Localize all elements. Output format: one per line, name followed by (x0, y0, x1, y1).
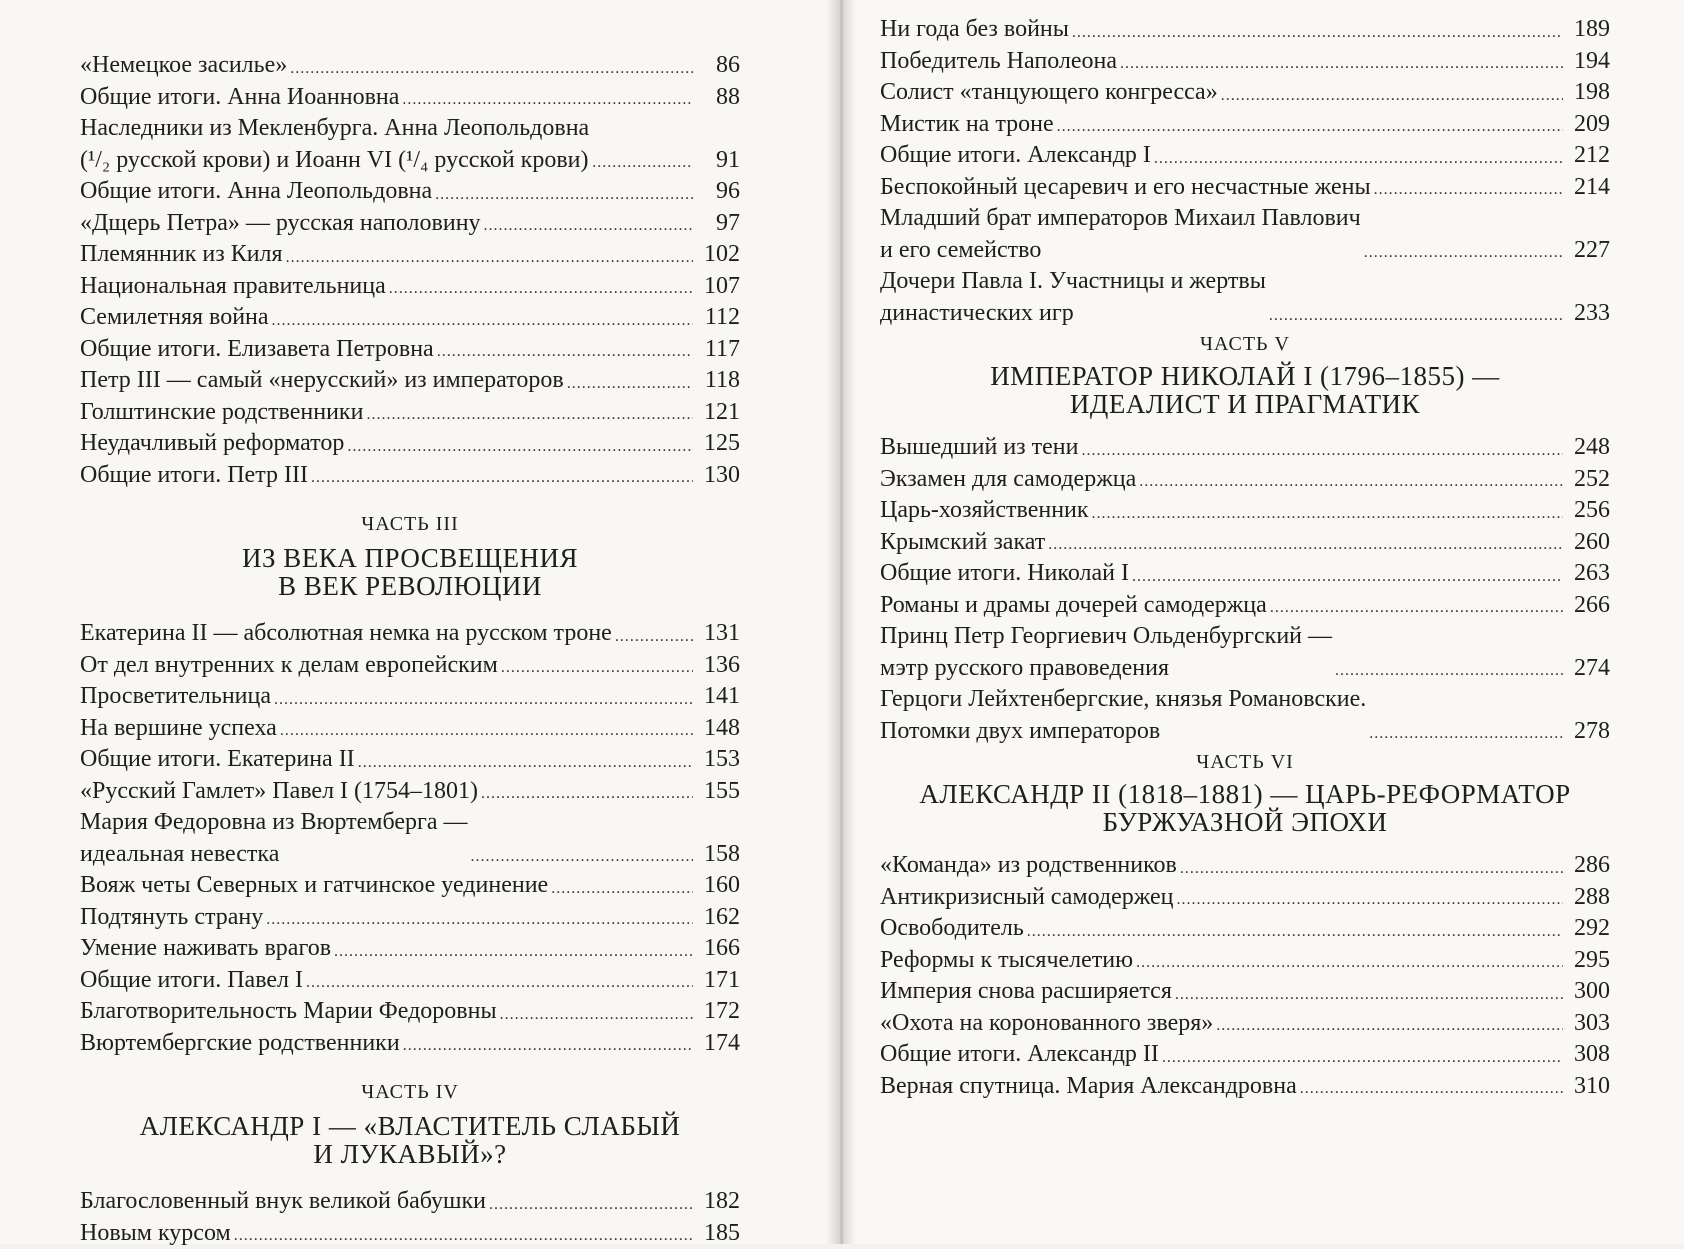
toc-entry-title: Освободитель (880, 913, 1024, 945)
leader-dots (1221, 90, 1563, 102)
toc-entry-title: Вышедший из тени (880, 432, 1078, 464)
toc-entry (80, 965, 740, 997)
toc-entry-title-line: и его семейство (880, 235, 1361, 267)
toc-entry (880, 1008, 1610, 1040)
leader-dots (1162, 1052, 1563, 1064)
leader-dots (280, 725, 693, 737)
leader-dots (266, 914, 693, 926)
toc-page-number: 141 (696, 681, 740, 713)
part-title-line: В ВЕК РЕВОЛЮЦИИ (80, 572, 740, 600)
toc-entry-title: Общие итоги. Анна Леопольдовна (80, 176, 432, 208)
leader-dots (1335, 665, 1563, 677)
toc-entry-title: Солист «танцующего конгресса» (880, 77, 1218, 109)
leader-dots (274, 694, 693, 706)
leader-dots (389, 283, 693, 295)
toc-entry (880, 172, 1610, 204)
leader-dots (272, 315, 693, 327)
leader-dots (489, 1199, 693, 1211)
toc-entry (80, 460, 740, 492)
toc-page-number: 189 (1566, 14, 1610, 46)
toc-entry-title: Подтянуть страну (80, 902, 263, 934)
toc-entry (880, 1039, 1610, 1071)
toc-entry (80, 176, 740, 208)
toc-page-number: 155 (696, 776, 740, 808)
toc-page-number: 91 (696, 145, 740, 177)
toc-entry-title-line: Младший брат императоров Михаил Павлович (880, 203, 1361, 235)
toc-entry-title: Общие итоги. Елизавета Петровна (80, 334, 434, 366)
toc-page-number: 88 (696, 82, 740, 114)
leader-dots (286, 252, 693, 264)
leader-dots (1269, 310, 1563, 322)
toc-page-number: 227 (1566, 235, 1610, 267)
leader-dots (1300, 1083, 1563, 1095)
leader-dots (1136, 957, 1563, 969)
toc-page-number: 248 (1566, 432, 1610, 464)
toc-entry-title: Общие итоги. Павел I (80, 965, 303, 997)
toc-entry-title: Умение наживать врагов (80, 933, 331, 965)
toc-page-number: 214 (1566, 172, 1610, 204)
toc-entry-title: «Немецкое засилье» (80, 50, 287, 82)
toc-entry (80, 239, 740, 271)
toc-entry (80, 428, 740, 460)
toc-entry (80, 681, 740, 713)
toc-entry (80, 302, 740, 334)
leader-dots (501, 662, 693, 674)
toc-entry (80, 1186, 740, 1218)
leader-dots (403, 1040, 693, 1052)
leader-dots (306, 977, 693, 989)
leader-dots (1139, 476, 1563, 488)
toc-page-number: 130 (696, 460, 740, 492)
toc-group (880, 14, 1610, 329)
toc-entry (880, 203, 1610, 266)
leader-dots (334, 946, 693, 958)
leader-dots (592, 157, 693, 169)
toc-entry (80, 902, 740, 934)
toc-entry-title (80, 807, 468, 870)
toc-entry (80, 933, 740, 965)
leader-dots (1120, 58, 1563, 70)
leader-dots (1132, 571, 1563, 583)
toc-entry-title: Екатерина II — абсолютная немка на русском троне (80, 618, 612, 650)
toc-page-number: 158 (696, 839, 740, 871)
toc-entry (880, 684, 1610, 747)
leader-dots (567, 378, 693, 390)
left-toc-column (80, 50, 740, 1249)
toc-entry-title: Неудачливый реформатор (80, 428, 344, 460)
leader-dots (1057, 121, 1563, 133)
leader-dots (471, 851, 693, 863)
toc-entry (80, 113, 740, 176)
toc-group (80, 618, 740, 1059)
toc-entry (80, 271, 740, 303)
toc-entry (80, 1028, 740, 1060)
toc-entry-title: Благословенный внук великой бабушки (80, 1186, 486, 1218)
leader-dots (1177, 894, 1563, 906)
toc-entry-title (880, 203, 1361, 266)
leader-dots (234, 1230, 693, 1242)
leader-dots (1369, 728, 1563, 740)
toc-entry-title: От дел внутренних к делам европейским (80, 650, 498, 682)
toc-entry (880, 266, 1610, 329)
toc-entry (80, 365, 740, 397)
part-title-line: И ЛУКАВЫЙ»? (80, 1140, 740, 1168)
toc-entry-title-line: Дочери Павла I. Участницы и жертвы (880, 266, 1266, 298)
toc-page-number: 286 (1566, 850, 1610, 882)
toc-entry-title: Голштинские родственники (80, 397, 363, 429)
part-title (880, 362, 1610, 418)
leader-dots (1364, 247, 1563, 259)
leader-dots (347, 441, 693, 453)
toc-entry (880, 14, 1610, 46)
toc-page-number: 86 (696, 50, 740, 82)
toc-entry (880, 621, 1610, 684)
toc-page-number: 292 (1566, 913, 1610, 945)
toc-page-number: 308 (1566, 1039, 1610, 1071)
right-toc-column (880, 14, 1610, 1102)
toc-entry-title-line: Принц Петр Георгиевич Ольденбургский — (880, 621, 1332, 653)
toc-entry (80, 334, 740, 366)
toc-entry-title: Верная спутница. Мария Александровна (880, 1071, 1297, 1103)
toc-entry-title: На вершине успеха (80, 713, 277, 745)
part-label: ЧАСТЬ IV (80, 1081, 740, 1104)
leader-dots (1072, 27, 1563, 39)
toc-page-number: 112 (696, 302, 740, 334)
toc-entry (80, 1218, 740, 1249)
toc-entry (880, 590, 1610, 622)
part-title-line: БУРЖУАЗНОЙ ЭПОХИ (880, 808, 1610, 836)
toc-entry (880, 464, 1610, 496)
toc-entry-title: Царь-хозяйственник (880, 495, 1089, 527)
toc-entry (880, 976, 1610, 1008)
toc-page-number: 107 (696, 271, 740, 303)
toc-entry-title: Племянник из Киля (80, 239, 283, 271)
toc-entry-title-line: Потомки двух императоров (880, 716, 1366, 748)
toc-entry-title: Антикризисный самодержец (880, 882, 1174, 914)
toc-entry-title: Общие итоги. Николай I (880, 558, 1129, 590)
leader-dots (481, 788, 693, 800)
leader-dots (366, 409, 693, 421)
toc-entry-title: Семилетняя война (80, 302, 269, 334)
leader-dots (1374, 184, 1563, 196)
toc-entry-title: Вояж четы Северных и гатчинское уединение (80, 870, 548, 902)
toc-entry-title: Мистик на троне (880, 109, 1054, 141)
toc-entry (80, 50, 740, 82)
toc-page-number: 288 (1566, 882, 1610, 914)
leader-dots (1270, 602, 1563, 614)
book-gutter (826, 0, 856, 1244)
toc-entry-title: Общие итоги. Екатерина II (80, 744, 355, 776)
part-title-line: АЛЕКСАНДР I — «ВЛАСТИТЕЛЬ СЛАБЫЙ (80, 1112, 740, 1140)
toc-page-number: 194 (1566, 46, 1610, 78)
leader-dots (1081, 445, 1563, 457)
toc-entry-title: Общие итоги. Александр II (880, 1039, 1159, 1071)
toc-page-number: 125 (696, 428, 740, 460)
toc-page-number: 198 (1566, 77, 1610, 109)
toc-entry-title: Национальная правительница (80, 271, 386, 303)
toc-entry (880, 140, 1610, 172)
toc-page-number: 256 (1566, 495, 1610, 527)
part-title (80, 1112, 740, 1168)
toc-entry (880, 432, 1610, 464)
toc-page-number: 209 (1566, 109, 1610, 141)
leader-dots (435, 189, 693, 201)
leader-dots (358, 757, 693, 769)
leader-dots (437, 346, 693, 358)
toc-page-number: 172 (696, 996, 740, 1028)
toc-entry-title-line: (¹/₂ русской крови) и Иоанн VI (¹/₄ русской крови) (80, 145, 589, 177)
leader-dots (1048, 539, 1563, 551)
toc-entry (880, 109, 1610, 141)
leader-dots (484, 220, 693, 232)
toc-page-number: 160 (696, 870, 740, 902)
toc-entry-title: Новым курсом (80, 1218, 231, 1249)
left-page (0, 0, 838, 1244)
part-title (80, 544, 740, 600)
toc-entry-title-line: мэтр русского правоведения (880, 653, 1332, 685)
toc-page-number: 148 (696, 713, 740, 745)
leader-dots (615, 631, 693, 643)
toc-entry (80, 397, 740, 429)
toc-page-number: 212 (1566, 140, 1610, 172)
toc-entry-title: Реформы к тысячелетию (880, 945, 1133, 977)
toc-entry-title: Общие итоги. Петр III (80, 460, 308, 492)
toc-entry-title: Вюртембергские родственники (80, 1028, 400, 1060)
toc-entry (80, 208, 740, 240)
leader-dots (1092, 508, 1563, 520)
leader-dots (1027, 926, 1563, 938)
toc-entry-title: Победитель Наполеона (880, 46, 1117, 78)
toc-page-number: 174 (696, 1028, 740, 1060)
toc-entry-title: Просветительница (80, 681, 271, 713)
toc-entry (80, 996, 740, 1028)
right-page (842, 0, 1684, 1244)
toc-page-number: 278 (1566, 716, 1610, 748)
toc-page-number: 303 (1566, 1008, 1610, 1040)
toc-entry (880, 850, 1610, 882)
leader-dots (1180, 863, 1563, 875)
toc-entry (880, 882, 1610, 914)
leader-dots (311, 472, 693, 484)
part-title-line: ИДЕАЛИСТ И ПРАГМАТИК (880, 390, 1610, 418)
toc-entry-title: Общие итоги. Анна Иоанновна (80, 82, 399, 114)
part-title (880, 780, 1610, 836)
toc-page-number: 300 (1566, 976, 1610, 1008)
toc-entry (880, 46, 1610, 78)
leader-dots (402, 94, 693, 106)
toc-entry-title: Благотворительность Марии Федоровны (80, 996, 497, 1028)
toc-page-number: 182 (696, 1186, 740, 1218)
toc-page-number: 117 (696, 334, 740, 366)
toc-entry (80, 713, 740, 745)
toc-page-number: 260 (1566, 527, 1610, 559)
toc-entry-title: «Русский Гамлет» Павел I (1754–1801) (80, 776, 478, 808)
toc-page-number: 153 (696, 744, 740, 776)
toc-entry-title: «Команда» из родственников (880, 850, 1177, 882)
part-label: ЧАСТЬ V (880, 333, 1610, 356)
toc-entry-title-line: Мария Федоровна из Вюртемберга — (80, 807, 468, 839)
leader-dots (1216, 1020, 1563, 1032)
toc-page-number: 266 (1566, 590, 1610, 622)
toc-entry-title: Беспокойный цесаревич и его несчастные жены (880, 172, 1371, 204)
toc-page-number: 171 (696, 965, 740, 997)
toc-page-number: 97 (696, 208, 740, 240)
toc-entry (880, 495, 1610, 527)
toc-page-number: 233 (1566, 298, 1610, 330)
toc-page-number: 131 (696, 618, 740, 650)
toc-entry-title (880, 621, 1332, 684)
toc-entry (880, 77, 1610, 109)
part-title-line: ИЗ ВЕКА ПРОСВЕЩЕНИЯ (80, 544, 740, 572)
toc-entry-title: Экзамен для самодержца (880, 464, 1136, 496)
toc-group (80, 50, 740, 491)
toc-entry-title-line: Герцоги Лейхтенбергские, князья Романовские. (880, 684, 1366, 716)
toc-page-number: 162 (696, 902, 740, 934)
toc-page-number: 118 (696, 365, 740, 397)
toc-page-number: 263 (1566, 558, 1610, 590)
toc-entry (80, 618, 740, 650)
part-label: ЧАСТЬ III (80, 513, 740, 536)
toc-entry-title: Романы и драмы дочерей самодержца (880, 590, 1267, 622)
part-label: ЧАСТЬ VI (880, 751, 1610, 774)
toc-entry-title-line: Наследники из Мекленбурга. Анна Леопольдовна (80, 113, 589, 145)
toc-entry-title: Империя снова расширяется (880, 976, 1172, 1008)
part-title-line: ИМПЕРАТОР НИКОЛАЙ I (1796–1855) — (880, 362, 1610, 390)
toc-entry (80, 82, 740, 114)
toc-page-number: 185 (696, 1218, 740, 1249)
toc-page-number: 96 (696, 176, 740, 208)
toc-entry-title: Общие итоги. Александр I (880, 140, 1151, 172)
toc-entry (80, 744, 740, 776)
toc-entry (80, 807, 740, 870)
toc-entry-title: Ни года без войны (880, 14, 1069, 46)
toc-entry-title: «Дщерь Петра» — русская наполовину (80, 208, 481, 240)
leader-dots (1175, 989, 1563, 1001)
leader-dots (290, 63, 693, 75)
toc-entry (880, 558, 1610, 590)
part-title-line: АЛЕКСАНДР II (1818–1881) — ЦАРЬ-РЕФОРМАТОР (880, 780, 1610, 808)
toc-page-number: 136 (696, 650, 740, 682)
leader-dots (500, 1009, 693, 1021)
leader-dots (1154, 153, 1563, 165)
toc-group (880, 850, 1610, 1102)
toc-entry-title (880, 684, 1366, 747)
toc-page-number: 295 (1566, 945, 1610, 977)
toc-entry-title: Крымский закат (880, 527, 1045, 559)
toc-entry-title: Петр III — самый «нерусский» из императоров (80, 365, 564, 397)
leader-dots (551, 883, 693, 895)
toc-entry (880, 945, 1610, 977)
toc-group (80, 1186, 740, 1249)
toc-page-number: 121 (696, 397, 740, 429)
toc-entry-title (880, 266, 1266, 329)
toc-entry-title-line: династических игр (880, 298, 1266, 330)
toc-entry (80, 870, 740, 902)
toc-page-number: 166 (696, 933, 740, 965)
toc-page-number: 310 (1566, 1071, 1610, 1103)
toc-group (880, 432, 1610, 747)
toc-entry-title: «Охота на коронованного зверя» (880, 1008, 1213, 1040)
toc-page-number: 102 (696, 239, 740, 271)
toc-entry-title (80, 113, 589, 176)
toc-page-number: 252 (1566, 464, 1610, 496)
toc-page-number: 274 (1566, 653, 1610, 685)
toc-entry (880, 1071, 1610, 1103)
toc-entry (80, 650, 740, 682)
toc-entry (80, 776, 740, 808)
toc-entry (880, 913, 1610, 945)
toc-entry (880, 527, 1610, 559)
toc-entry-title-line: идеальная невестка (80, 839, 468, 871)
